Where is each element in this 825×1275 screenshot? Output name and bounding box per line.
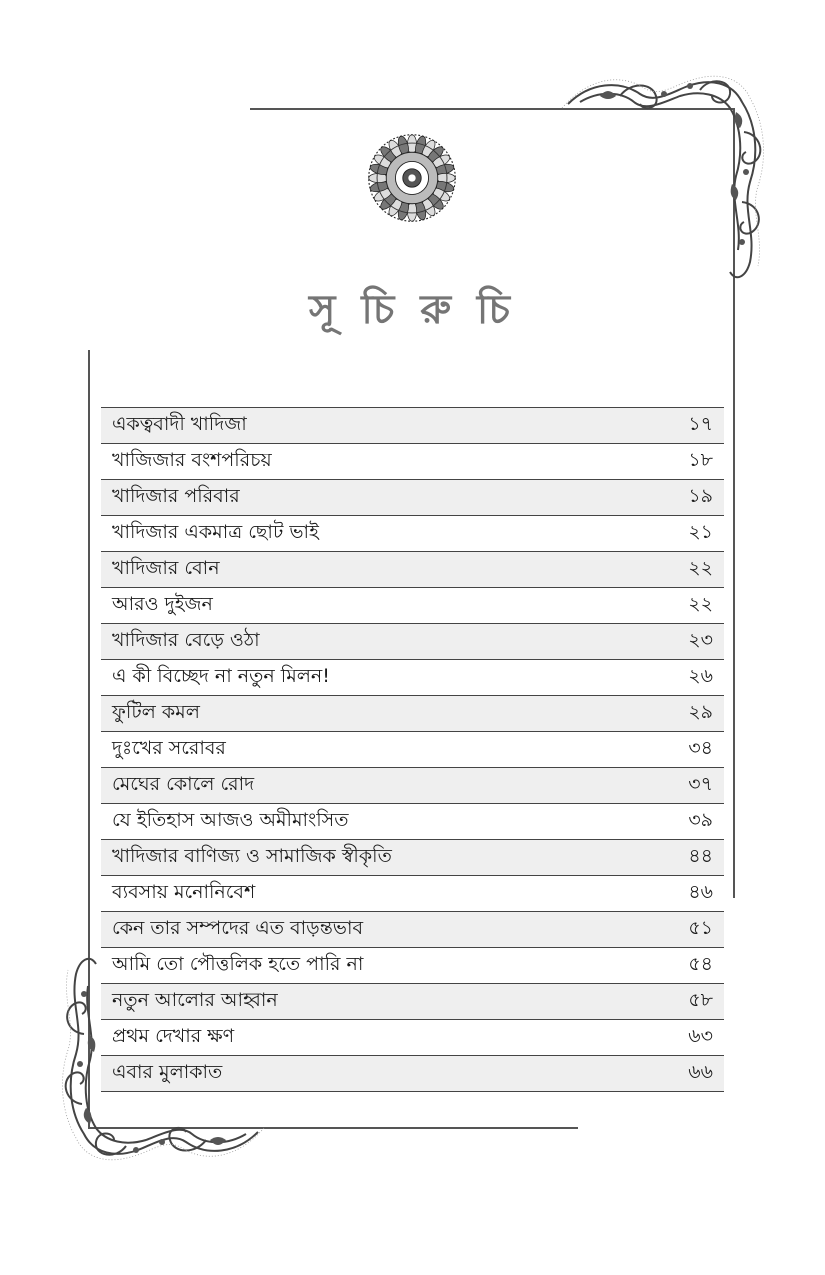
- toc-entry-page-number: ৬৬: [688, 1060, 713, 1083]
- toc-entry-page-number: ৪৪: [688, 844, 713, 867]
- toc-row: [101, 1056, 724, 1092]
- toc-entry-page-number: ১৮: [688, 448, 713, 471]
- toc-row: [101, 588, 724, 624]
- toc-entry-page-number: ১৭: [688, 412, 713, 435]
- toc-entry-title: এ কী বিচ্ছেদ না নতুন মিলন!: [112, 664, 330, 687]
- toc-entry-title: একত্ববাদী খাদিজা: [112, 412, 247, 435]
- toc-row: [101, 516, 724, 552]
- toc-row: [101, 408, 724, 444]
- toc-row: [101, 444, 724, 480]
- toc-row: [101, 948, 724, 984]
- toc-entry-page-number: ২৩: [688, 628, 713, 651]
- toc-row: [101, 660, 724, 696]
- toc-entry-title: খাদিজার একমাত্র ছোট ভাই: [112, 520, 319, 543]
- toc-entry-title: খাদিজার বোন: [112, 556, 220, 579]
- toc-row: [101, 480, 724, 516]
- toc-entry-title: আরও দুইজন: [112, 592, 213, 615]
- toc-entry-page-number: ২৯: [688, 700, 713, 723]
- mandala-ornament-icon: [366, 132, 458, 224]
- toc-row: [101, 804, 724, 840]
- toc-entry-title: নতুন আলোর আহ্বান: [112, 988, 278, 1011]
- toc-row: [101, 768, 724, 804]
- toc-row: [101, 840, 724, 876]
- toc-entry-title: খাদিজার বাণিজ্য ও সামাজিক স্বীকৃতি: [112, 844, 392, 867]
- toc-entry-page-number: ৩৭: [688, 772, 713, 795]
- toc-entry-title: ব্যবসায় মনোনিবেশ: [112, 880, 256, 903]
- toc-entry-title: খাদিজার বেড়ে ওঠা: [112, 628, 260, 651]
- toc-entry-page-number: ২১: [688, 520, 713, 543]
- toc-row: [101, 624, 724, 660]
- toc-entry-page-number: ৪৬: [688, 880, 713, 903]
- toc-entry-title: এবার মুলাকাত: [112, 1060, 223, 1083]
- toc-row: [101, 696, 724, 732]
- toc-entry-title: খাদিজার পরিবার: [112, 484, 240, 507]
- toc-row: [101, 984, 724, 1020]
- toc-entry-page-number: ১৯: [688, 484, 713, 507]
- toc-row: [101, 732, 724, 768]
- toc-row: [101, 876, 724, 912]
- corner-ornament-top-right: [560, 72, 770, 287]
- toc-entry-title: কেন তার সম্পদের এত বাড়ন্তভাব: [112, 916, 364, 939]
- page-title: সূ চি রু চি: [309, 286, 516, 333]
- toc-entry-page-number: ৫১: [688, 916, 713, 939]
- toc-entry-title: খাজিজার বংশপরিচয়: [112, 448, 272, 471]
- toc-entry-title: দুঃখের সরোবর: [112, 736, 226, 759]
- toc-entry-title: ফুটিল কমল: [112, 700, 200, 723]
- toc-entry-page-number: ৫৪: [688, 952, 713, 975]
- toc-entry-page-number: ২২: [688, 556, 713, 579]
- toc-row: [101, 912, 724, 948]
- toc-row: [101, 552, 724, 588]
- toc-entry-page-number: ৫৮: [688, 988, 713, 1011]
- toc-entry-page-number: ২২: [688, 592, 713, 615]
- table-of-contents: [101, 407, 724, 1092]
- toc-row: [101, 1020, 724, 1056]
- toc-entry-page-number: ২৬: [688, 664, 713, 687]
- toc-entry-page-number: ৩৯: [688, 808, 713, 831]
- toc-entry-title: আমি তো পৌত্তলিক হতে পারি না: [112, 952, 364, 975]
- toc-entry-title: প্রথম দেখার ক্ষণ: [112, 1024, 235, 1047]
- toc-entry-title: মেঘের কোলে রোদ: [112, 772, 255, 795]
- toc-entry-title: যে ইতিহাস আজও অমীমাংসিত: [112, 808, 349, 831]
- toc-entry-page-number: ৩৪: [688, 736, 713, 759]
- toc-entry-page-number: ৬৩: [688, 1024, 713, 1047]
